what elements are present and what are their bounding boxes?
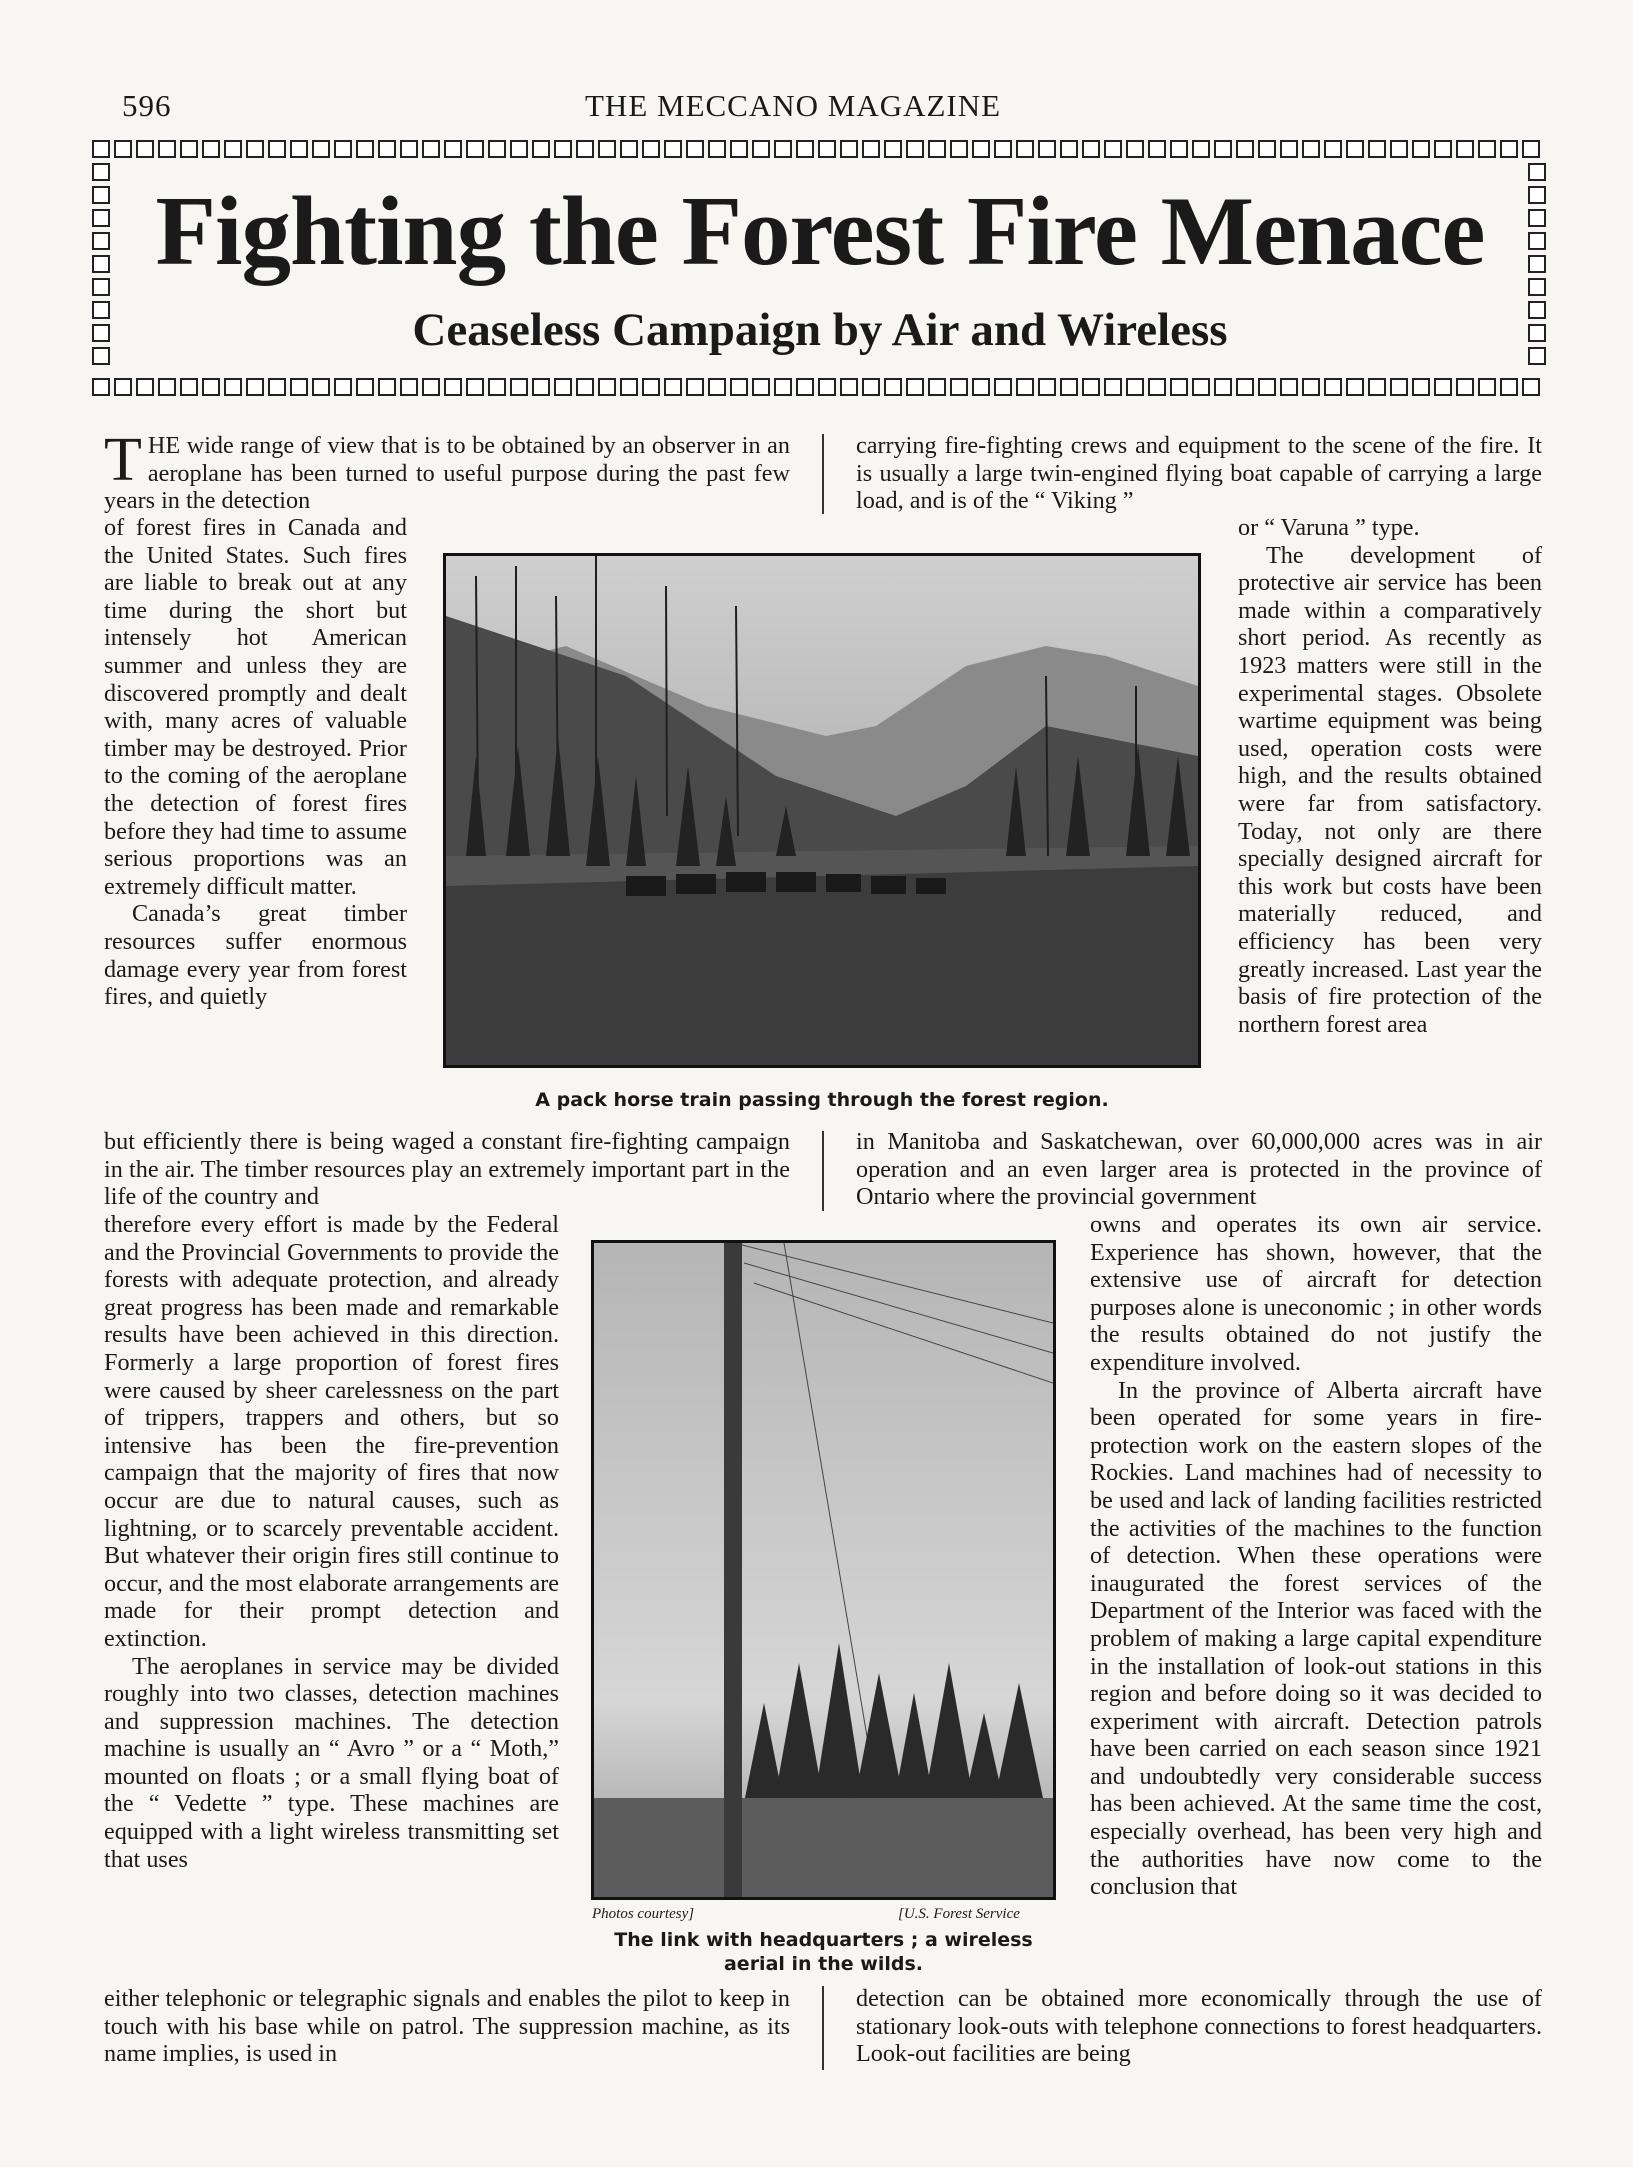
border-square [1104,378,1122,396]
border-square [1192,140,1210,158]
border-square [180,140,198,158]
border-square [1434,140,1452,158]
border-square [950,140,968,158]
col1-bottom-text [104,1985,790,2068]
border-square [1236,140,1254,158]
border-square [246,378,264,396]
col1-top-paragraph: HE wide range of view that is to be obtained by an observer in an aeroplane has been turned to useful purpose during the past few years in the detection [104,432,790,515]
border-square [92,378,110,396]
photo2-caption: The link with headquarters ; a wireless aerial in the wilds. [614,1929,1033,1975]
border-square [466,378,484,396]
border-square [1258,140,1276,158]
border-square [312,140,330,158]
column-rule-bottom [822,1986,824,2070]
border-square [466,140,484,158]
border-square [1082,378,1100,396]
border-square [994,140,1012,158]
border-square [92,232,110,250]
border-square [1038,140,1056,158]
border-square [620,378,638,396]
col2-bottom-paragraph: detection can be obtained more economically through the use of stationary look-outs with telephone connections to forest headquarters. Look-out facilities are being [856,1985,1542,2068]
title-border-bottom [92,378,1548,398]
border-square [994,378,1012,396]
border-square [840,378,858,396]
border-square [136,378,154,396]
border-square [92,278,110,296]
border-square [1126,140,1144,158]
border-square [92,255,110,273]
border-square [92,301,110,319]
border-square [400,378,418,396]
border-square [1324,140,1342,158]
border-square [554,378,572,396]
border-square [796,378,814,396]
border-square [510,140,528,158]
border-square [202,140,220,158]
border-square [774,378,792,396]
column-rule-mid [822,1131,824,1211]
border-square [818,378,836,396]
border-square [1236,378,1254,396]
border-square [576,378,594,396]
col1-bottom-paragraph: either telephonic or telegraphic signals and enables the pilot to keep in touch with his base while on patrol. The suppression machine, as its name implies, is used in [104,1985,790,2068]
wireless-aerial-photo [591,1240,1056,1900]
border-square [906,378,924,396]
border-square [664,140,682,158]
border-square [840,140,858,158]
border-square [1280,140,1298,158]
border-square [1500,378,1518,396]
title-border-right [1528,163,1548,375]
border-square [1126,378,1144,396]
col2-mid-paragraph: in Manitoba and Saskatchewan, over 60,000,000 acres was in air operation and an even larger area is protected in the province of Ontario where the provincial government [856,1128,1542,1211]
article-subtitle: Ceaseless Campaign by Air and Wireless [412,304,1228,356]
border-square [444,140,462,158]
border-square [1528,301,1546,319]
border-square [1302,378,1320,396]
pack-horse-photo [443,553,1201,1068]
border-square [1302,140,1320,158]
border-square [1346,378,1364,396]
border-square [752,140,770,158]
border-square [92,324,110,342]
border-square [158,378,176,396]
border-square [598,378,616,396]
border-square [1104,140,1122,158]
border-square [92,347,110,365]
border-square [576,140,594,158]
border-square [290,140,308,158]
border-square [1082,140,1100,158]
border-square [1528,186,1546,204]
left-narrow-1-paragraph-1: of forest fires in Canada and the United States. Such fires are liable to break out at any time during the short but intensely hot American summer and unless they are discovered promptly and dealt with, many acres of valuable timber may be destroyed. Prior to the coming of the aeroplane the detection of forest fires before they had time to assume serious proportions was an extremely difficult matter. [104,514,407,900]
border-square [1214,140,1232,158]
border-square [1528,163,1546,181]
article-title: Fighting the Forest Fire Menace [155,177,1485,286]
border-square [1390,378,1408,396]
title-border-left [92,163,112,375]
border-square [642,140,660,158]
border-square [730,378,748,396]
border-square [1478,378,1496,396]
border-square [422,378,440,396]
border-square [862,378,880,396]
border-square [246,140,264,158]
col1-mid-text [104,1128,790,1211]
right-narrow-2-paragraph-1: owns and operates its own air service. Experience has shown, however, that the extensive use of aircraft for detection purposes alone is uneconomic ; in other words the results obtained do not justify the expenditure involved. [1090,1211,1542,1376]
col1-mid-paragraph: but efficiently there is being waged a constant fire-fighting campaign in the air. The timber resources play an extremely important part in the life of the country and [104,1128,790,1211]
border-square [1038,378,1056,396]
border-square [356,378,374,396]
border-square [510,378,528,396]
border-square [1528,255,1546,273]
border-square [268,378,286,396]
border-square [158,140,176,158]
border-square [378,378,396,396]
border-square [1434,378,1452,396]
left-narrow-1-paragraph-2: Canada’s great timber resources suffer enormous damage every year from forest fires, and quietly [104,900,407,1011]
column-rule-top [822,434,824,514]
border-square [1258,378,1276,396]
border-square [1528,278,1546,296]
border-square [664,378,682,396]
border-square [92,209,110,227]
border-square [1390,140,1408,158]
border-square [1412,378,1430,396]
border-square [928,378,946,396]
photo-credit-right: [U.S. Forest Service [898,1906,1020,1922]
border-square [1170,378,1188,396]
border-square [1528,209,1546,227]
border-square [422,140,440,158]
border-square [950,378,968,396]
border-square [686,378,704,396]
right-narrow-1-paragraph-1: or “ Varuna ” type. [1238,514,1420,541]
border-square [1170,140,1188,158]
pack-horse-image [446,556,1198,1065]
col2-mid-text [856,1128,1542,1211]
border-square [114,140,132,158]
border-square [1346,140,1364,158]
border-square [620,140,638,158]
border-square [1148,140,1166,158]
border-square [774,140,792,158]
border-square [136,140,154,158]
border-square [334,140,352,158]
border-square [796,140,814,158]
border-square [1456,140,1474,158]
running-head: THE MECCANO MAGAZINE [585,88,1002,123]
photo1-caption: A pack horse train passing through the forest region. [535,1089,1109,1111]
border-square [1192,378,1210,396]
border-square [928,140,946,158]
border-square [1500,140,1518,158]
border-square [532,140,550,158]
border-square [686,140,704,158]
border-square [290,378,308,396]
left-narrow-text-2 [104,1211,559,1873]
border-square [92,163,110,181]
right-narrow-2-paragraph-2: In the province of Alberta aircraft have been operated for some years in fire-protection work on the eastern slopes of the Rockies. Land machines had of necessity to be used and lack of landing facilities restricted the activities of the machines to the function of detection. When these operations were inaugurated the forest services of the Department of the Interior was faced with the problem of making a large capital expenditure in the installation of look-out stations in this region and before doing so it was decided to experiment with aircraft. Detection patrols have been carried on each season since 1921 and undoubtedly very considerable success has been achieved. At the same time the cost, especially overhead, has been very high and the authorities have now come to the conclusion that [1090,1376,1542,1901]
border-square [1412,140,1430,158]
border-square [1368,378,1386,396]
border-square [730,140,748,158]
border-square [1324,378,1342,396]
border-square [114,378,132,396]
border-square [862,140,880,158]
border-square [818,140,836,158]
col2-top-text [856,432,1542,515]
border-square [972,378,990,396]
border-square [1148,378,1166,396]
border-square [1280,378,1298,396]
border-square [598,140,616,158]
photo-credit-left: Photos courtesy] [592,1906,695,1922]
border-square [752,378,770,396]
border-square [1016,378,1034,396]
border-square [400,140,418,158]
border-square [92,186,110,204]
border-square [1368,140,1386,158]
right-narrow-text-1 [1238,514,1542,1038]
page-number: 596 [122,88,172,123]
border-square [1060,378,1078,396]
border-square [1214,378,1232,396]
left-narrow-2-paragraph-1: therefore every effort is made by the Federal and the Provincial Governments to provide the forests with adequate protection, and already great progress has been made and remarkable results have been achieved in this direction. Formerly a large proportion of forest fires were caused by sheer carelessness on the part of trippers, trappers and others, but so intensive has been the fire-prevention campaign that the majority of fires that now occur are due to natural causes, such as lightning, or to scarcely preventable accident. But whatever their origin fires still continue to occur, and the most elaborate arrangements are made for their prompt detection and extinction. [104,1211,560,1652]
border-square [708,378,726,396]
border-square [180,378,198,396]
col2-top-paragraph: carrying fire-fighting crews and equipment to the scene of the fire. It is usually a large twin-engined flying boat capable of carrying a large load, and is of the “ Viking ” [856,432,1542,515]
border-square [356,140,374,158]
border-square [1016,140,1034,158]
border-square [92,140,110,158]
left-narrow-2-paragraph-2: The aeroplanes in service may be divided roughly into two classes, detection machines and suppression machines. The detection machine is usually an “ Avro ” or a “ Moth,” mounted on floats ; or a small flying boat of the “ Vedette ” type. These machines are equipped with a light wireless transmitting set that uses [104,1652,559,1873]
border-square [1528,324,1546,342]
border-square [906,140,924,158]
border-square [202,378,220,396]
border-square [1060,140,1078,158]
border-square [268,140,286,158]
border-square [1522,140,1540,158]
border-square [444,378,462,396]
border-square [884,140,902,158]
border-square [884,378,902,396]
border-square [312,378,330,396]
border-square [334,378,352,396]
border-square [488,140,506,158]
border-square [1478,140,1496,158]
right-narrow-1-paragraph-2: The development of protective air service has been made within a comparatively short period. As recently as 1923 matters were still in the experimental stages. Obsolete wartime equipment was being used, operation costs were high, and the results obtained were far from satisfactory. Today, not only are there specially designed aircraft for this work but costs have been materially reduced, and efficiency has been very greatly increased. Last year the basis of fire protection of the northern forest area [1238,541,1542,1038]
border-square [708,140,726,158]
left-narrow-text-1 [104,514,407,1011]
col2-bottom-text [856,1985,1542,2068]
border-square [224,140,242,158]
border-square [972,140,990,158]
border-square [532,378,550,396]
drop-cap: T [104,426,142,494]
right-narrow-text-2 [1090,1211,1542,1901]
border-square [224,378,242,396]
border-square [488,378,506,396]
border-square [1528,232,1546,250]
border-square [554,140,572,158]
title-border-top [92,140,1548,160]
border-square [1528,347,1546,365]
wireless-aerial-image [594,1243,1053,1897]
border-square [1522,378,1540,396]
border-square [1456,378,1474,396]
col1-top-text [104,426,790,515]
border-square [378,140,396,158]
border-square [642,378,660,396]
